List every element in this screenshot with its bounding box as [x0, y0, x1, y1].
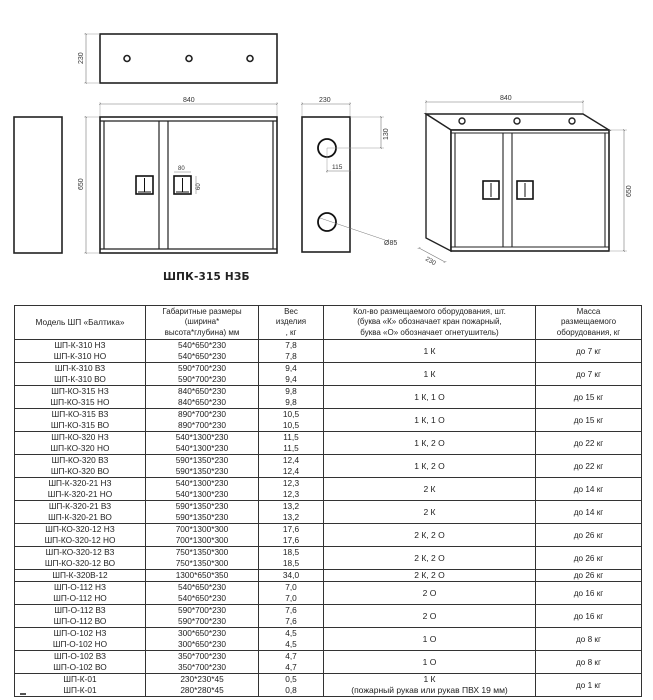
model-cell: ШП-КО-315 НЗ ШП-КО-315 НО — [15, 386, 146, 409]
left-side-view — [14, 117, 62, 253]
dimensions-cell: 230*230*45 280*280*45 — [146, 674, 259, 697]
equipment-mass-cell: до 8 кг — [536, 651, 642, 674]
handle-width-dim: 80 — [178, 166, 185, 172]
weight-cell: 10,5 10,5 — [259, 409, 324, 432]
equipment-mass-cell: до 16 кг — [536, 582, 642, 605]
dimensions-cell: 1300*650*350 — [146, 570, 259, 582]
weight-cell: 9,8 9,8 — [259, 386, 324, 409]
equipment-mass-cell: до 8 кг — [536, 628, 642, 651]
table-row — [15, 478, 642, 501]
cabinet-technical-drawing — [0, 0, 653, 300]
header-equipment-mass: Масса размещаемого оборудования, кг — [536, 306, 642, 340]
weight-cell: 13,2 13,2 — [259, 501, 324, 524]
dimensions-cell: 300*650*230 300*650*230 — [146, 628, 259, 651]
weight-cell: 4,5 4,5 — [259, 628, 324, 651]
table-row — [15, 432, 642, 455]
footer-mark — [20, 693, 26, 695]
mounting-hole — [247, 56, 253, 62]
model-cell: ШП-К-01 ШП-К-01 — [15, 674, 146, 697]
iso-height-dim: 650 — [626, 185, 633, 197]
weight-cell: 12,4 12,4 — [259, 455, 324, 478]
equipment-mass-cell: до 22 кг — [536, 455, 642, 478]
model-cell: ШП-КО-315 ВЗ ШП-КО-315 ВО — [15, 409, 146, 432]
equipment-mass-cell: до 14 кг — [536, 501, 642, 524]
specification-table — [14, 305, 642, 697]
equipment-mass-cell: до 1 кг — [536, 674, 642, 697]
handle-height-dim: 60 — [196, 183, 202, 190]
dimensions-cell: 590*700*230 590*700*230 — [146, 605, 259, 628]
model-cell: ШП-О-102 НЗ ШП-О-102 НО — [15, 628, 146, 651]
front-view — [78, 97, 277, 253]
table-row — [15, 363, 642, 386]
equipment-cell: 1 О — [324, 628, 536, 651]
equipment-cell: 2 О — [324, 605, 536, 628]
dimensions-cell: 540*650*230 540*650*230 — [146, 582, 259, 605]
drawing-title: ШПК-315 НЗБ — [163, 271, 250, 283]
mounting-hole — [124, 56, 130, 62]
mounting-hole — [186, 56, 192, 62]
dimensions-cell: 890*700*230 890*700*230 — [146, 409, 259, 432]
equipment-cell: 2 К — [324, 501, 536, 524]
model-cell: ШП-К-310 НЗ ШП-К-310 НО — [15, 340, 146, 363]
hole-diameter-dim: Ø85 — [384, 240, 398, 247]
dimensions-cell: 590*1350*230 590*1350*230 — [146, 455, 259, 478]
equipment-cell: 2 К — [324, 478, 536, 501]
top-depth-dim: 230 — [78, 52, 85, 64]
equipment-cell: 1 О — [324, 651, 536, 674]
door-handle-left — [136, 176, 153, 194]
equipment-mass-cell: до 26 кг — [536, 524, 642, 547]
weight-cell: 11,5 11,5 — [259, 432, 324, 455]
model-cell: ШП-О-102 ВЗ ШП-О-102 ВО — [15, 651, 146, 674]
table-row — [15, 455, 642, 478]
equipment-mass-cell: до 26 кг — [536, 570, 642, 582]
table-row — [15, 386, 642, 409]
side-depth-dim: 230 — [319, 97, 331, 104]
weight-cell: 34,0 — [259, 570, 324, 582]
table-row — [15, 547, 642, 570]
equipment-mass-cell: до 15 кг — [536, 386, 642, 409]
dimensions-cell: 840*650*230 840*650*230 — [146, 386, 259, 409]
iso-depth-dim: 230 — [424, 255, 437, 268]
header-dimensions: Габаритные размеры (ширина* высота*глубина) мм — [146, 306, 259, 340]
dimensions-cell: 700*1300*300 700*1300*300 — [146, 524, 259, 547]
equipment-cell: 2 К, 2 О — [324, 570, 536, 582]
iso-width-dim: 840 — [500, 95, 512, 102]
header-model: Модель ШП «Балтика» — [15, 306, 146, 340]
front-width-dim: 840 — [183, 97, 195, 104]
side-view — [302, 97, 397, 252]
equipment-mass-cell: до 15 кг — [536, 409, 642, 432]
equipment-cell: 1 К — [324, 363, 536, 386]
weight-cell: 12,3 12,3 — [259, 478, 324, 501]
model-cell: ШП-О-112 ВЗ ШП-О-112 ВО — [15, 605, 146, 628]
equipment-cell: 1 К, 1 О — [324, 386, 536, 409]
weight-cell: 17,6 17,6 — [259, 524, 324, 547]
table-row — [15, 628, 642, 651]
header-weight: Вес изделия , кг — [259, 306, 324, 340]
dimensions-cell: 540*1300*230 540*1300*230 — [146, 432, 259, 455]
model-cell: ШП-О-112 НЗ ШП-О-112 НО — [15, 582, 146, 605]
model-cell: ШП-КО-320 ВЗ ШП-КО-320 ВО — [15, 455, 146, 478]
table-header-row — [15, 306, 642, 340]
isometric-view — [419, 95, 633, 267]
dimensions-cell: 590*1350*230 590*1350*230 — [146, 501, 259, 524]
top-view — [78, 34, 277, 83]
equipment-mass-cell: до 26 кг — [536, 547, 642, 570]
dimensions-cell: 540*650*230 540*650*230 — [146, 340, 259, 363]
equipment-mass-cell: до 7 кг — [536, 363, 642, 386]
equipment-cell: 1 К — [324, 340, 536, 363]
table-row — [15, 340, 642, 363]
equipment-cell: 1 К, 2 О — [324, 432, 536, 455]
table-row — [15, 582, 642, 605]
table-row — [15, 674, 642, 697]
table-row — [15, 524, 642, 547]
weight-cell: 4,7 4,7 — [259, 651, 324, 674]
weight-cell: 7,0 7,0 — [259, 582, 324, 605]
model-cell: ШП-КО-320 НЗ ШП-КО-320 НО — [15, 432, 146, 455]
table-row — [15, 605, 642, 628]
equipment-mass-cell: до 16 кг — [536, 605, 642, 628]
model-cell: ШП-К-320-21 ВЗ ШП-К-320-21 ВО — [15, 501, 146, 524]
weight-cell: 9,4 9,4 — [259, 363, 324, 386]
model-cell: ШП-К-320-21 НЗ ШП-К-320-21 НО — [15, 478, 146, 501]
equipment-cell: 1 К (пожарный рукав или рукав ПВХ 19 мм) — [324, 674, 536, 697]
door-handle-right — [174, 176, 191, 194]
dimensions-cell: 750*1350*300 750*1350*300 — [146, 547, 259, 570]
front-height-dim: 650 — [78, 178, 85, 190]
weight-cell: 7,6 7,6 — [259, 605, 324, 628]
hole-vertical-offset-dim: 130 — [383, 128, 390, 140]
equipment-mass-cell: до 14 кг — [536, 478, 642, 501]
dimensions-cell: 590*700*230 590*700*230 — [146, 363, 259, 386]
equipment-mass-cell: до 7 кг — [536, 340, 642, 363]
dimensions-cell: 540*1300*230 540*1300*230 — [146, 478, 259, 501]
equipment-cell: 2 К, 2 О — [324, 547, 536, 570]
equipment-mass-cell: до 22 кг — [536, 432, 642, 455]
table-row — [15, 501, 642, 524]
model-cell: ШП-К-310 ВЗ ШП-К-310 ВО — [15, 363, 146, 386]
equipment-cell: 1 К, 2 О — [324, 455, 536, 478]
equipment-cell: 2 О — [324, 582, 536, 605]
weight-cell: 18,5 18,5 — [259, 547, 324, 570]
table-row — [15, 409, 642, 432]
pipe-hole-lower — [318, 213, 336, 231]
weight-cell: 7,8 7,8 — [259, 340, 324, 363]
equipment-cell: 2 К, 2 О — [324, 524, 536, 547]
model-cell: ШП-КО-320-12 ВЗ ШП-КО-320-12 ВО — [15, 547, 146, 570]
header-equipment: Кол-во размещаемого оборудования, шт. (буква «К» обозначает кран пожарный, буква «О» обозначает огнетушитель) — [324, 306, 536, 340]
dimensions-cell: 350*700*230 350*700*230 — [146, 651, 259, 674]
table-row — [15, 651, 642, 674]
model-cell: ШП-К-320В-12 — [15, 570, 146, 582]
equipment-cell: 1 К, 1 О — [324, 409, 536, 432]
model-cell: ШП-КО-320-12 НЗ ШП-КО-320-12 НО — [15, 524, 146, 547]
hole-horizontal-offset-dim: 115 — [332, 164, 343, 171]
table-row — [15, 570, 642, 582]
weight-cell: 0,5 0,8 — [259, 674, 324, 697]
